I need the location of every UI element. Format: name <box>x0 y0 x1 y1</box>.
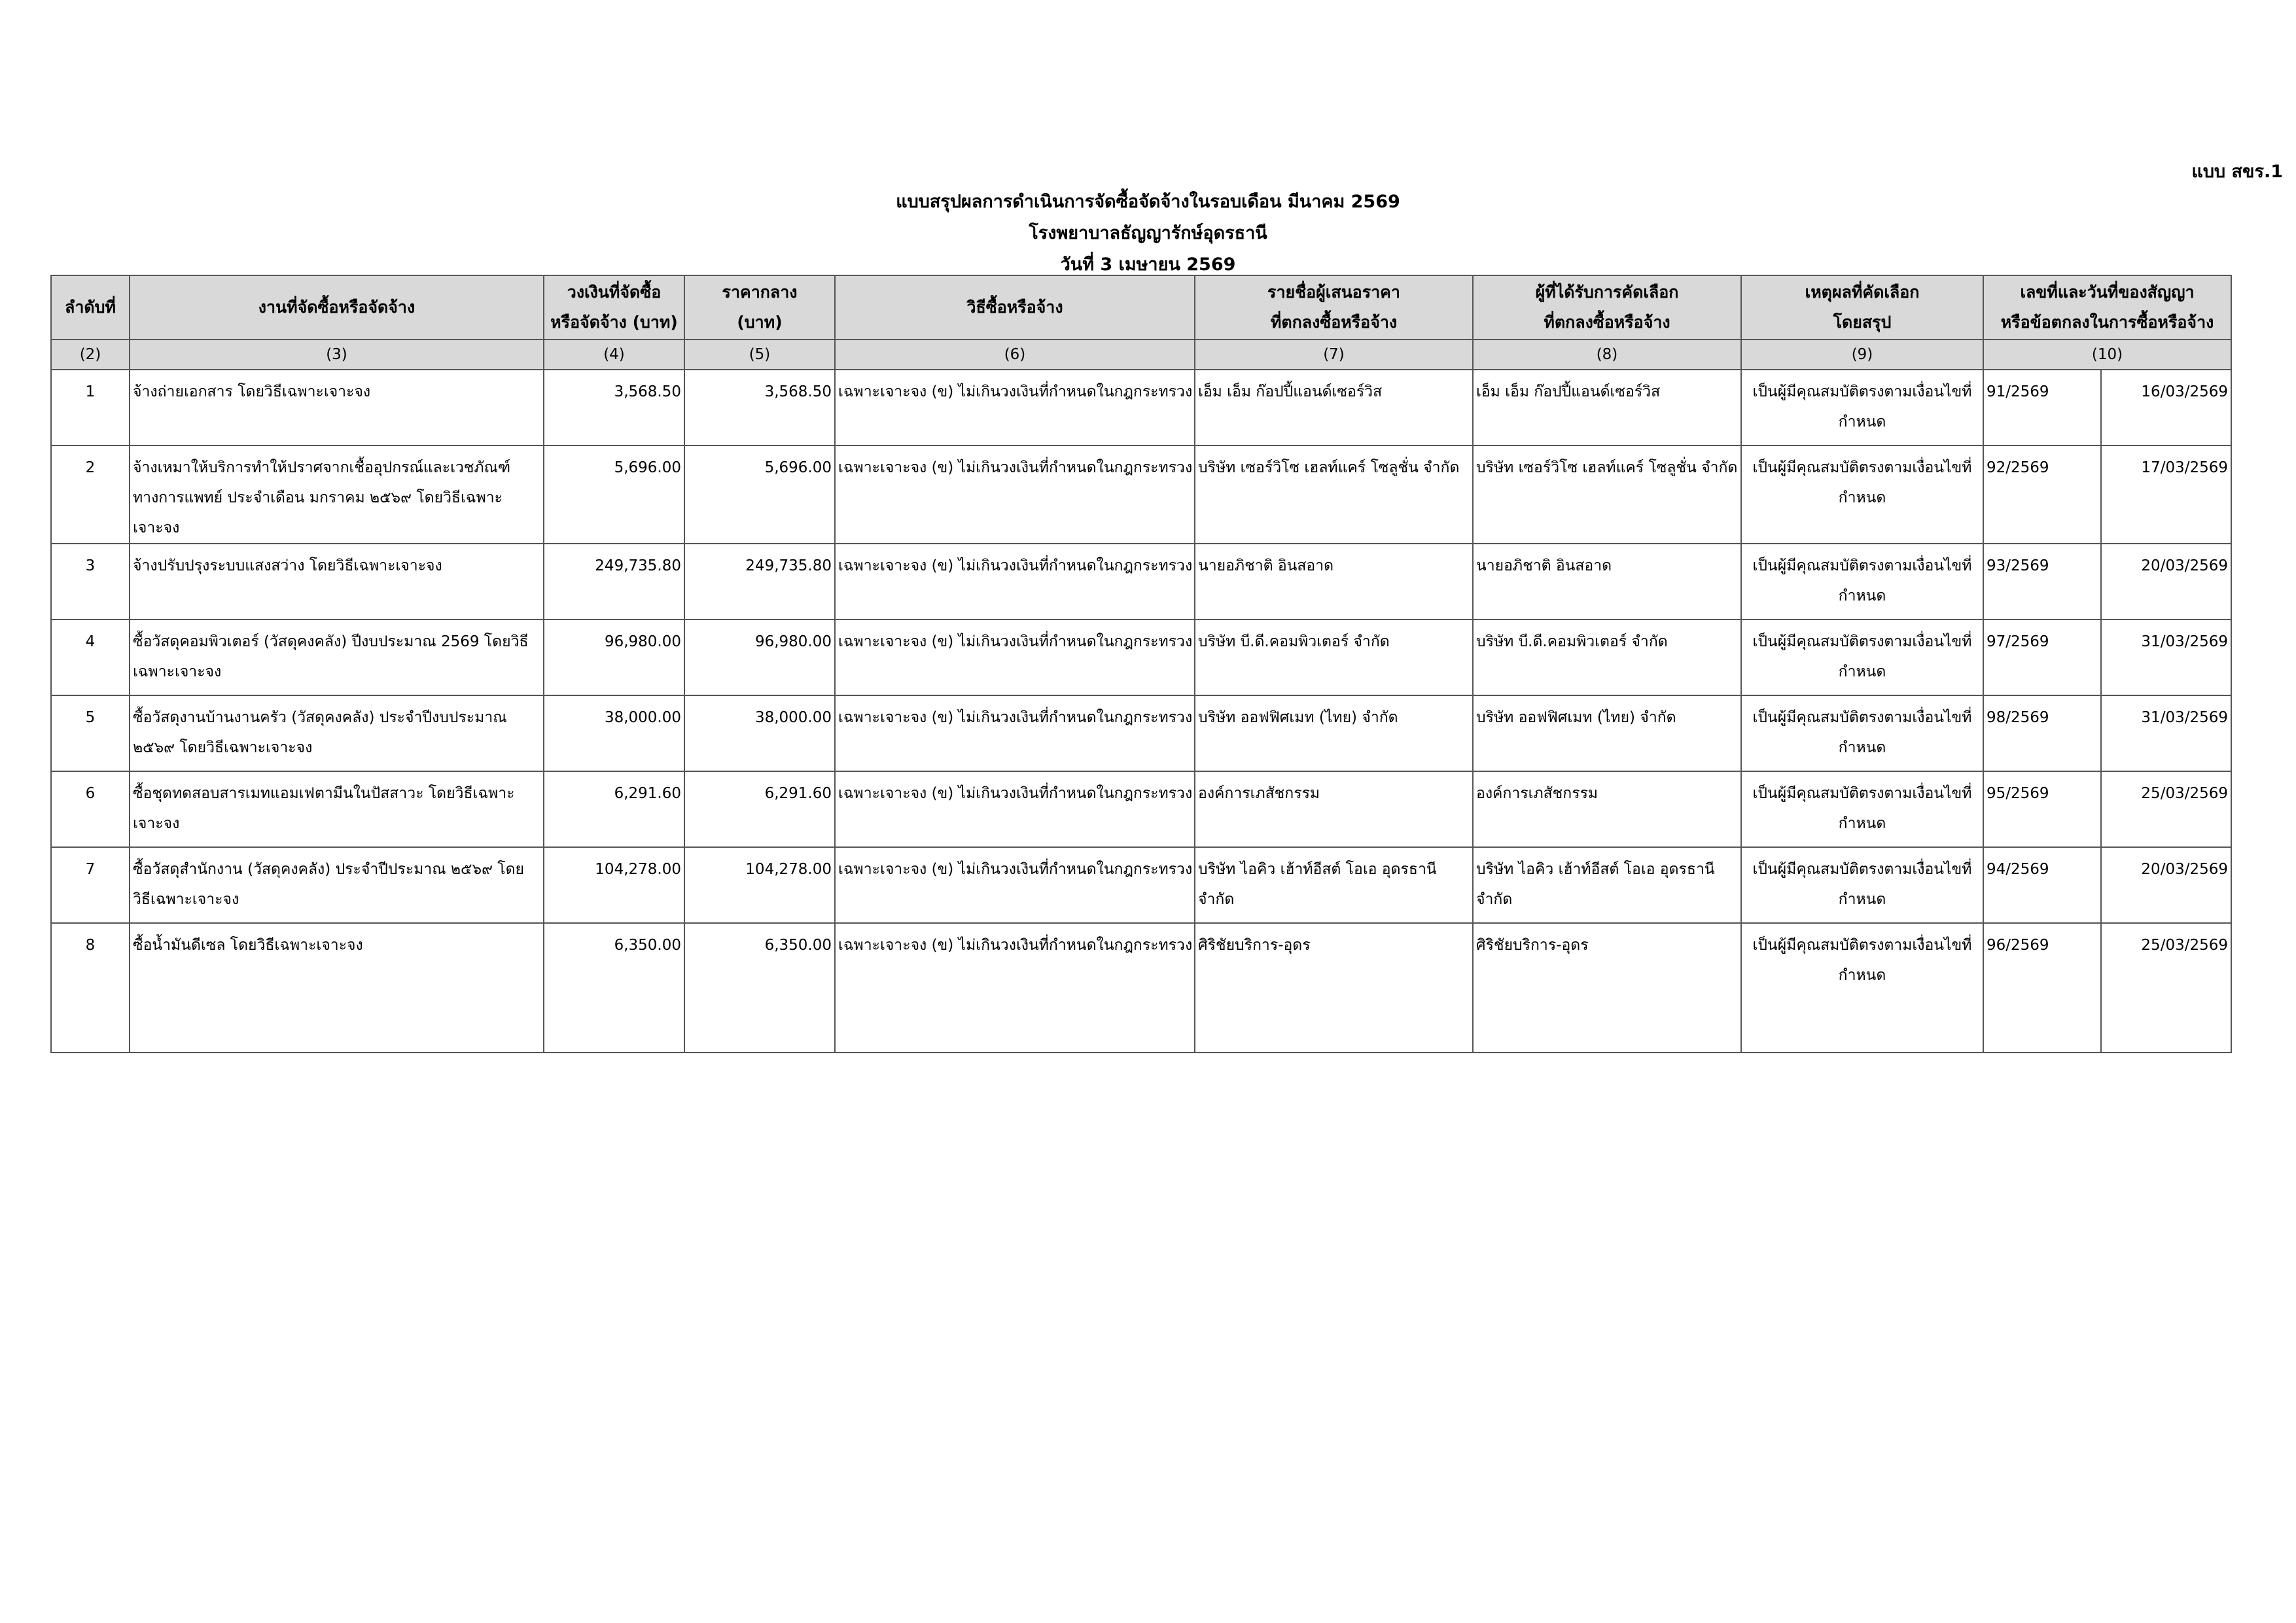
budget-amount: 249,735.80 <box>544 544 684 620</box>
selected-vendor: องค์การเภสัชกรรม <box>1473 771 1741 847</box>
bidder-name: องค์การเภสัชกรรม <box>1195 771 1473 847</box>
budget-amount: 38,000.00 <box>544 695 684 771</box>
median-price: 249,735.80 <box>684 544 835 620</box>
median-price: 104,278.00 <box>684 847 835 923</box>
contract-number: 91/2569 <box>1983 370 2101 445</box>
table-row <box>51 544 2231 620</box>
procurement-method: เฉพาะเจาะจง (ข) ไม่เกินวงเงินที่กำหนดในกฎกระทรวง <box>835 847 1195 923</box>
contract-date: 25/03/2569 <box>2101 923 2231 1053</box>
selection-reason: เป็นผู้มีคุณสมบัติตรงตามเงื่อนไขที่กำหนด <box>1741 370 1983 445</box>
document-header <box>0 186 2296 281</box>
median-price: 96,980.00 <box>684 620 835 695</box>
column-header: รายชื่อผู้เสนอราคา ที่ตกลงซื้อหรือจ้าง <box>1195 275 1473 340</box>
procurement-item: ซื้อวัสดุคอมพิวเตอร์ (วัสดุคงคลัง) ปีงบประมาณ 2569 โดยวิธีเฉพาะเจาะจง <box>130 620 544 695</box>
procurement-method: เฉพาะเจาะจง (ข) ไม่เกินวงเงินที่กำหนดในกฎกระทรวง <box>835 544 1195 620</box>
column-header: เลขที่และวันที่ของสัญญา หรือข้อตกลงในการซื้อหรือจ้าง <box>1983 275 2231 340</box>
contract-date: 20/03/2569 <box>2101 544 2231 620</box>
table-row <box>51 695 2231 771</box>
form-code: แบบ สขร.1 <box>2191 162 2283 182</box>
column-number: (10) <box>1983 340 2231 370</box>
table-row <box>51 923 2231 1053</box>
procurement-item: จ้างเหมาให้บริการทำให้ปราศจากเชื้ออุปกรณ์และเวชภัณฑ์ทางการแพทย์ ประจำเดือน มกราคม ๒๕๖๙ โดยวิธีเฉพาะเจาะจง <box>130 445 544 544</box>
procurement-method: เฉพาะเจาะจง (ข) ไม่เกินวงเงินที่กำหนดในกฎกระทรวง <box>835 923 1195 1053</box>
procurement-item: จ้างปรับปรุงระบบแสงสว่าง โดยวิธีเฉพาะเจาะจง <box>130 544 544 620</box>
selection-reason: เป็นผู้มีคุณสมบัติตรงตามเงื่อนไขที่กำหนด <box>1741 445 1983 544</box>
bidder-name: ศิริชัยบริการ-อุดร <box>1195 923 1473 1053</box>
selected-vendor: เอ็ม เอ็ม ก๊อปปี้แอนด์เซอร์วิส <box>1473 370 1741 445</box>
procurement-item: ซื้อน้ำมันดีเซล โดยวิธีเฉพาะเจาะจง <box>130 923 544 1053</box>
organization-name: โรงพยาบาลธัญญารักษ์อุดรธานี <box>1029 223 1267 243</box>
selection-reason: เป็นผู้มีคุณสมบัติตรงตามเงื่อนไขที่กำหนด <box>1741 771 1983 847</box>
table-row <box>51 771 2231 847</box>
contract-number: 97/2569 <box>1983 620 2101 695</box>
column-header: งานที่จัดซื้อหรือจัดจ้าง <box>130 275 544 340</box>
selection-reason: เป็นผู้มีคุณสมบัติตรงตามเงื่อนไขที่กำหนด <box>1741 847 1983 923</box>
contract-date: 17/03/2569 <box>2101 445 2231 544</box>
column-number: (8) <box>1473 340 1741 370</box>
row-number: 2 <box>51 445 130 544</box>
procurement-item: จ้างถ่ายเอกสาร โดยวิธีเฉพาะเจาะจง <box>130 370 544 445</box>
table-header-row <box>51 275 2231 340</box>
selected-vendor: นายอภิชาติ อินสอาด <box>1473 544 1741 620</box>
column-header: วงเงินที่จัดซื้อ หรือจัดจ้าง (บาท) <box>544 275 684 340</box>
column-header: ผู้ที่ได้รับการคัดเลือก ที่ตกลงซื้อหรือจ้าง <box>1473 275 1741 340</box>
column-number: (2) <box>51 340 130 370</box>
column-number: (9) <box>1741 340 1983 370</box>
row-number: 7 <box>51 847 130 923</box>
budget-amount: 96,980.00 <box>544 620 684 695</box>
selected-vendor: ศิริชัยบริการ-อุดร <box>1473 923 1741 1053</box>
contract-date: 31/03/2569 <box>2101 620 2231 695</box>
selected-vendor: บริษัท บี.ดี.คอมพิวเตอร์ จำกัด <box>1473 620 1741 695</box>
table-row <box>51 847 2231 923</box>
selection-reason: เป็นผู้มีคุณสมบัติตรงตามเงื่อนไขที่กำหนด <box>1741 620 1983 695</box>
selection-reason: เป็นผู้มีคุณสมบัติตรงตามเงื่อนไขที่กำหนด <box>1741 695 1983 771</box>
column-header: วิธีซื้อหรือจ้าง <box>835 275 1195 340</box>
contract-number: 94/2569 <box>1983 847 2101 923</box>
contract-number: 93/2569 <box>1983 544 2101 620</box>
selected-vendor: บริษัท ออฟฟิศเมท (ไทย) จำกัด <box>1473 695 1741 771</box>
median-price: 38,000.00 <box>684 695 835 771</box>
row-number: 3 <box>51 544 130 620</box>
budget-amount: 5,696.00 <box>544 445 684 544</box>
procurement-item: ซื้อวัสดุงานบ้านงานครัว (วัสดุคงคลัง) ประจำปีงบประมาณ ๒๕๖๙ โดยวิธีเฉพาะเจาะจง <box>130 695 544 771</box>
table-row <box>51 370 2231 445</box>
procurement-item: ซื้อวัสดุสำนักงาน (วัสดุคงคลัง) ประจำปีประมาณ ๒๕๖๙ โดยวิธีเฉพาะเจาะจง <box>130 847 544 923</box>
contract-date: 25/03/2569 <box>2101 771 2231 847</box>
row-number: 5 <box>51 695 130 771</box>
document-title: แบบสรุปผลการดำเนินการจัดซื้อจัดจ้างในรอบเดือน มีนาคม 2569 <box>896 192 1400 212</box>
column-number: (5) <box>684 340 835 370</box>
column-header: ลำดับที่ <box>51 275 130 340</box>
median-price: 6,291.60 <box>684 771 835 847</box>
selection-reason: เป็นผู้มีคุณสมบัติตรงตามเงื่อนไขที่กำหนด <box>1741 544 1983 620</box>
contract-number: 95/2569 <box>1983 771 2101 847</box>
row-number: 8 <box>51 923 130 1053</box>
column-number: (4) <box>544 340 684 370</box>
procurement-summary-table <box>50 275 2232 1053</box>
document-date: วันที่ 3 เมษายน 2569 <box>1060 254 1236 275</box>
budget-amount: 6,291.60 <box>544 771 684 847</box>
bidder-name: บริษัท ไอคิว เฮ้าท์อีสต์ โอเอ อุดรธานี จำกัด <box>1195 847 1473 923</box>
median-price: 3,568.50 <box>684 370 835 445</box>
bidder-name: บริษัท บี.ดี.คอมพิวเตอร์ จำกัด <box>1195 620 1473 695</box>
contract-date: 31/03/2569 <box>2101 695 2231 771</box>
contract-number: 92/2569 <box>1983 445 2101 544</box>
row-number: 4 <box>51 620 130 695</box>
procurement-method: เฉพาะเจาะจง (ข) ไม่เกินวงเงินที่กำหนดในกฎกระทรวง <box>835 695 1195 771</box>
procurement-method: เฉพาะเจาะจง (ข) ไม่เกินวงเงินที่กำหนดในกฎกระทรวง <box>835 370 1195 445</box>
contract-date: 20/03/2569 <box>2101 847 2231 923</box>
budget-amount: 3,568.50 <box>544 370 684 445</box>
selection-reason: เป็นผู้มีคุณสมบัติตรงตามเงื่อนไขที่กำหนด <box>1741 923 1983 1053</box>
column-number: (3) <box>130 340 544 370</box>
procurement-item: ซื้อชุดทดสอบสารเมทแอมเฟตามีนในปัสสาวะ โดยวิธีเฉพาะเจาะจง <box>130 771 544 847</box>
budget-amount: 104,278.00 <box>544 847 684 923</box>
procurement-method: เฉพาะเจาะจง (ข) ไม่เกินวงเงินที่กำหนดในกฎกระทรวง <box>835 771 1195 847</box>
selected-vendor: บริษัท ไอคิว เฮ้าท์อีสต์ โอเอ อุดรธานี จำกัด <box>1473 847 1741 923</box>
contract-number: 96/2569 <box>1983 923 2101 1053</box>
selected-vendor: บริษัท เซอร์วิโซ เฮลท์แคร์ โซลูชั่น จำกัด <box>1473 445 1741 544</box>
table-row <box>51 445 2231 544</box>
contract-date: 16/03/2569 <box>2101 370 2231 445</box>
contract-number: 98/2569 <box>1983 695 2101 771</box>
column-number: (6) <box>835 340 1195 370</box>
row-number: 6 <box>51 771 130 847</box>
row-number: 1 <box>51 370 130 445</box>
column-number: (7) <box>1195 340 1473 370</box>
table-row <box>51 620 2231 695</box>
bidder-name: นายอภิชาติ อินสอาด <box>1195 544 1473 620</box>
column-number-row <box>51 340 2231 370</box>
column-header: ราคากลาง (บาท) <box>684 275 835 340</box>
median-price: 6,350.00 <box>684 923 835 1053</box>
median-price: 5,696.00 <box>684 445 835 544</box>
bidder-name: บริษัท ออฟฟิศเมท (ไทย) จำกัด <box>1195 695 1473 771</box>
bidder-name: บริษัท เซอร์วิโซ เฮลท์แคร์ โซลูชั่น จำกัด <box>1195 445 1473 544</box>
procurement-method: เฉพาะเจาะจง (ข) ไม่เกินวงเงินที่กำหนดในกฎกระทรวง <box>835 620 1195 695</box>
column-header: เหตุผลที่คัดเลือก โดยสรุป <box>1741 275 1983 340</box>
budget-amount: 6,350.00 <box>544 923 684 1053</box>
procurement-method: เฉพาะเจาะจง (ข) ไม่เกินวงเงินที่กำหนดในกฎกระทรวง <box>835 445 1195 544</box>
bidder-name: เอ็ม เอ็ม ก๊อปปี้แอนด์เซอร์วิส <box>1195 370 1473 445</box>
